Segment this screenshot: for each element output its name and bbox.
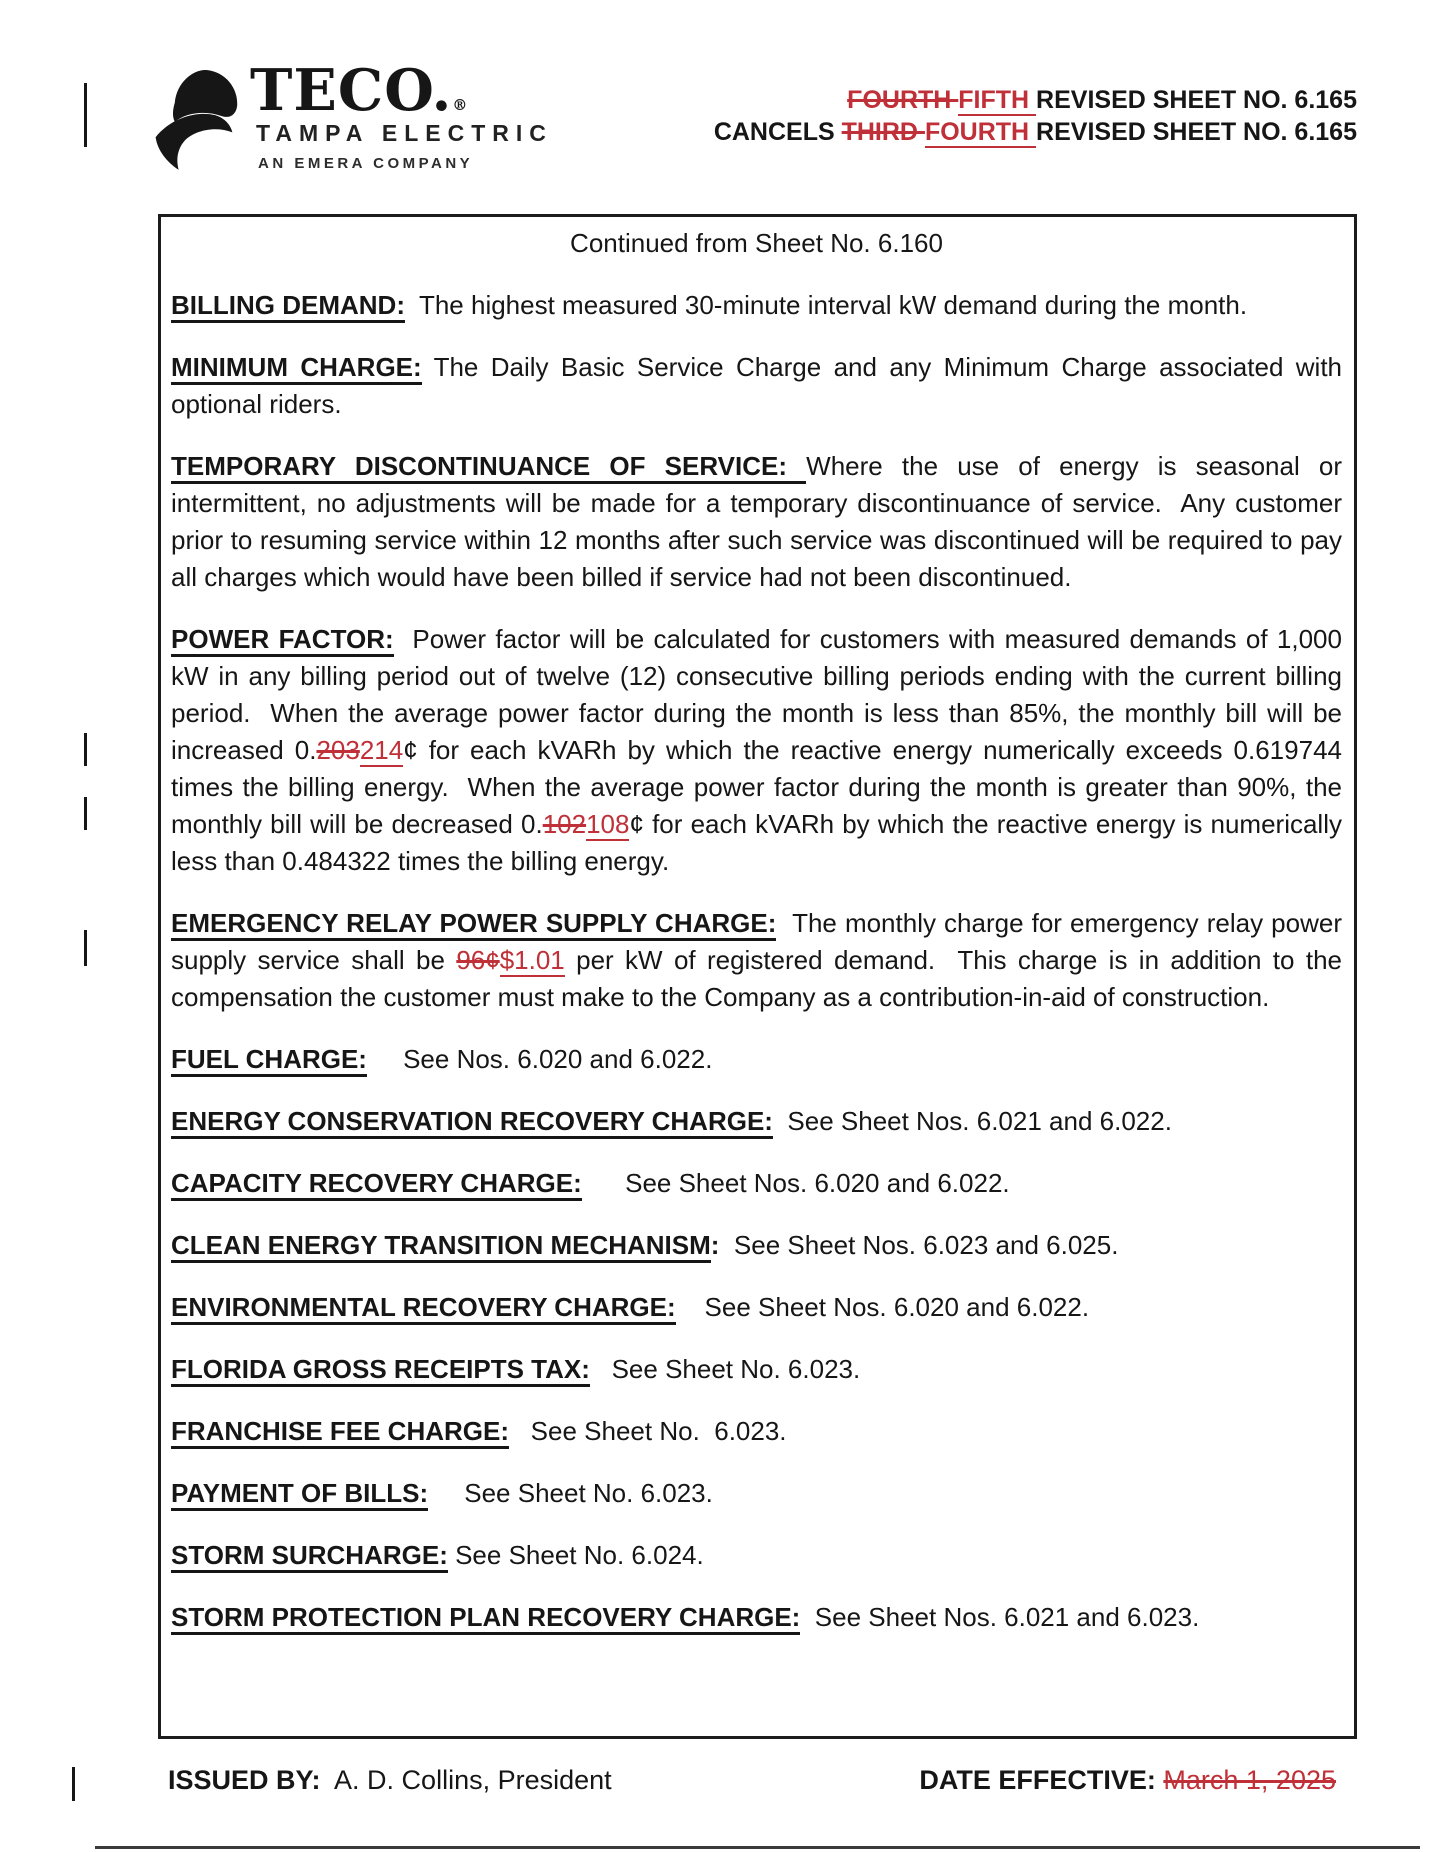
struck-text: 102 — [542, 809, 587, 839]
tariff-section — [171, 1351, 1342, 1388]
section-body: The monthly charge for emergency relay power supply service shall be 96¢$1.01 per kW of registered demand. This charge is in addition to the compensation the customer must make to the Company as a contribution-in-aid of construction. — [171, 908, 1342, 1012]
section-heading: FUEL CHARGE: — [171, 1044, 367, 1077]
sections — [171, 287, 1342, 1636]
section-body: Where the use of energy is seasonal or intermittent, no adjustments will be made for a temporary discontinuance of service. Any customer prior to resuming service within 12 months after such service was discontinued will be required to pay all charges which would have been billed if service had not been discontinued. — [171, 451, 1343, 592]
section-body: The highest measured 30-minute interval kW demand during the month. — [404, 290, 1248, 320]
section-heading: ENERGY CONSERVATION RECOVERY CHARGE: — [171, 1106, 773, 1139]
margin-revision-bar — [84, 930, 87, 966]
date-effective-value: March 1, 2025 — [1163, 1765, 1336, 1795]
tariff-section — [171, 1289, 1342, 1326]
section-heading: STORM SURCHARGE: — [171, 1540, 448, 1573]
teco-logo-subtitle: TAMPA ELECTRIC — [256, 120, 553, 146]
inserted-text: FIFTH — [958, 86, 1037, 114]
tariff-section — [171, 349, 1342, 423]
inserted-text: 214 — [359, 735, 404, 765]
section-heading: PAYMENT OF BILLS: — [171, 1478, 428, 1511]
tariff-section — [171, 1165, 1342, 1202]
section-body: See Sheet No. 6.023. — [509, 1416, 787, 1446]
issued-by: ISSUED BY: A. D. Collins, President — [168, 1765, 612, 1795]
section-heading: CLEAN ENERGY TRANSITION MECHANISM: — [171, 1230, 719, 1263]
tariff-section — [171, 621, 1342, 880]
continued-from-note: Continued from Sheet No. 6.160 — [570, 228, 943, 258]
section-body: See Sheet No. 6.023. — [428, 1478, 713, 1508]
date-effective — [919, 1763, 1336, 1797]
inserted-text: 108 — [586, 809, 630, 839]
margin-revision-bar — [72, 1767, 75, 1801]
tariff-section — [171, 287, 1342, 324]
tariff-section — [171, 905, 1342, 1016]
teco-logo-brand: TECO.® — [250, 57, 469, 124]
section-body: See Sheet Nos. 6.021 and 6.023. — [800, 1602, 1200, 1632]
tariff-section — [171, 1041, 1342, 1078]
margin-revision-bar — [84, 797, 87, 830]
tariff-section — [171, 1537, 1342, 1574]
section-body: Power factor will be calculated for customers with measured demands of 1,000 kW in any billing period out of twelve (12) consecutive billing periods ending with the current billing period. When the average power factor during the month is less than 85%, the monthly bill will be increased 0.203214¢ for each kVARh by which the reactive energy numerically exceeds 0.619744 times the billing energy. When the average power factor during the month is greater than 90%, the monthly bill will be decreased 0.102108¢ for each kVARh by which the reactive energy is numerically less than 0.484322 times the billing energy. — [171, 624, 1342, 876]
struck-text: 203 — [316, 735, 360, 765]
issued-by-label: ISSUED BY — [168, 1765, 312, 1795]
section-body: See Sheet Nos. 6.020 and 6.022. — [581, 1168, 1010, 1198]
tariff-section — [171, 448, 1342, 596]
section-heading: ENVIRONMENTAL RECOVERY CHARGE: — [171, 1292, 676, 1325]
margin-revision-bar — [84, 733, 87, 766]
tariff-section — [171, 1227, 1342, 1264]
revision-line-1: FOURTH FIFTH REVISED SHEET NO. 6.165 — [847, 86, 1357, 114]
tariff-section — [171, 1413, 1342, 1450]
section-body: The Daily Basic Service Charge and any Minimum Charge associated with optional riders. — [171, 352, 1343, 419]
teco-logo-tagline: AN EMERA COMPANY — [258, 155, 474, 172]
section-heading: TEMPORARY DISCONTINUANCE OF SERVICE: — [171, 451, 806, 484]
section-heading: FRANCHISE FEE CHARGE: — [171, 1416, 509, 1449]
scan-artifact-line — [95, 1846, 1420, 1849]
section-heading: FLORIDA GROSS RECEIPTS TAX: — [171, 1354, 590, 1387]
tariff-text-box — [158, 214, 1357, 1739]
section-heading: STORM PROTECTION PLAN RECOVERY CHARGE: — [171, 1602, 800, 1635]
tariff-section — [171, 1475, 1342, 1512]
tariff-section — [171, 1103, 1342, 1140]
tariff-section — [171, 1599, 1342, 1636]
date-effective-label: DATE EFFECTIVE: — [919, 1765, 1156, 1795]
section-heading: EMERGENCY RELAY POWER SUPPLY CHARGE: — [171, 908, 776, 941]
section-heading: POWER FACTOR: — [171, 624, 394, 657]
struck-text: THIRD — [841, 118, 925, 146]
inserted-text: $1.01 — [499, 945, 565, 975]
section-body: See Sheet Nos. 6.021 and 6.022. — [772, 1106, 1172, 1136]
section-body: See Sheet Nos. 6.023 and 6.025. — [719, 1230, 1119, 1260]
section-heading: MINIMUM CHARGE: — [171, 352, 422, 385]
inserted-text: FOURTH — [924, 118, 1037, 146]
sheet-footer — [168, 1763, 1336, 1797]
section-body: See Sheet Nos. 6.020 and 6.022. — [675, 1292, 1090, 1322]
section-body: See Nos. 6.020 and 6.022. — [366, 1044, 713, 1074]
section-body: See Sheet No. 6.023. — [589, 1354, 861, 1384]
revision-line-2: CANCELS THIRD FOURTH REVISED SHEET NO. 6.165 — [713, 118, 1357, 146]
section-body: See Sheet No. 6.024. — [447, 1540, 704, 1570]
margin-revision-bar — [84, 83, 87, 147]
section-heading: CAPACITY RECOVERY CHARGE: — [171, 1168, 582, 1201]
struck-text: FOURTH — [847, 86, 959, 114]
issued-by-value: A. D. Collins, President — [320, 1765, 612, 1795]
revision-header — [714, 84, 1357, 148]
registered-trademark-icon: ® — [452, 96, 469, 114]
section-heading: BILLING DEMAND: — [171, 290, 405, 323]
struck-text: 96¢ — [456, 945, 500, 975]
teco-logo-icon — [146, 64, 242, 172]
